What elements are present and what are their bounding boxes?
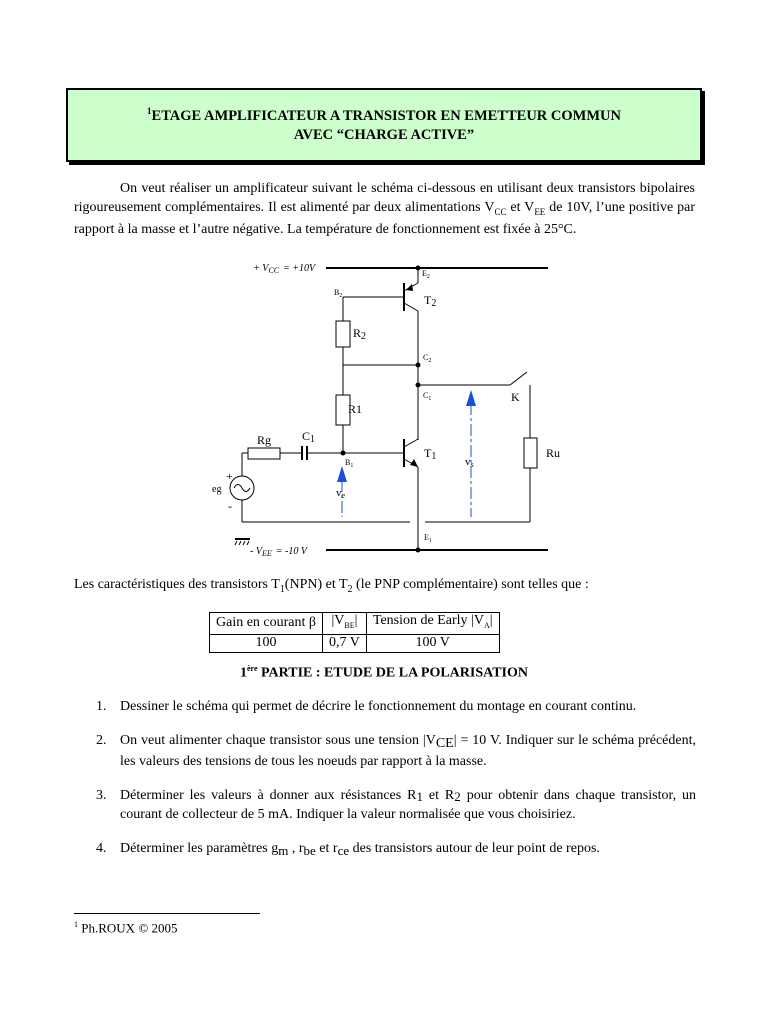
cap-label: C1 [302,429,316,445]
list-item: 3. Déterminer les valeurs à donner aux résistances $R_1$ et $R_2$ pour obtenir dans chaque transistor, un courant de collecteur de 5 mA. Indiquer la valeur normalisée que vous choisiriez. [96,788,696,822]
table-row [210,613,500,635]
minus-label: - [228,499,232,513]
header-gain: Gain en courant β [210,613,323,635]
list-item: 4. Déterminer les paramètres $g_m$ , $r_{be}$ et $r_{ce}$ des transistors autour de leur point de repos. [96,841,600,858]
node-c1 [416,383,421,388]
e1-label: $E_1$ [424,533,432,544]
vcc-label: + $V_{CC} = +10V$ [253,263,316,275]
footnote: $^1$ Ph.ROUX © 2005 [74,920,178,936]
t2-emitter-arrow [406,284,413,291]
table-row [210,634,500,652]
b1-label: $B_1$ [345,458,354,469]
t2-label: T2 [424,293,437,309]
footnote-separator [74,913,260,914]
vee-label: - $V_{EE} = -10$ V [250,546,307,558]
k-label: K [511,390,520,404]
node-e1 [416,548,421,553]
intro-paragraph: On veut réaliser un amplificateur suivant le schéma ci-dessous en utilisant deux transistors bipolaires rigoureusement complémentaires. Il est alimenté par deux alimentations $V_{CC}$ et $V_{EE}$ de 10V, l’une positive par rapport à la masse et l’autre négative. La température de fonctionnement est fixée à 25°C. [74,181,696,237]
ru-label: Ru [546,446,561,460]
ru-resistor [524,438,537,468]
part1-title: 1ère PARTIE : ETUDE DE LA POLARISATION [240,664,528,681]
value-vbe: 0,7 V [323,634,367,652]
rg-label: Rg [257,433,272,447]
switch-k [510,372,527,385]
questions-list [96,698,696,860]
header-vbe: $|V_{BE}|$ [323,613,367,635]
list-item: 2. On veut alimenter chaque transistor sous une tension $|V_{CE}| = 10$ V. Indiquer sur le schéma précédent, les valeurs des tensions de tous les noeuds par rapport à la masse. [96,733,696,769]
r2-resistor [336,321,350,347]
title-line2: AVEC “CHARGE ACTIVE” [293,127,475,143]
caracteristiques-text: Les caractéristiques des transistors $T_1(NPN)$ et $T_2$ (le PNP complémentaire) sont telles que : [74,577,589,595]
vs-arrowhead [466,390,476,406]
r1-label: R1 [348,402,363,416]
t1-label: T1 [424,446,437,462]
header-early: Tension de Early $|V_A|$ [366,613,499,635]
ve-label: ve [336,487,346,500]
c2-label: $C_2$ [423,353,432,364]
c1-node-label: $C_1$ [423,391,432,402]
vs-label: vs [465,456,474,469]
title-line1: $^1$ETAGE AMPLIFICATEUR A TRANSISTOR EN EMETTEUR COMMUN [147,106,621,124]
value-gain: 100 [210,634,323,652]
node-e2 [416,266,421,271]
r2-label: R2 [353,326,367,342]
node-b1 [341,451,346,456]
b2-label: $B_2$ [334,288,343,299]
node-c2 [416,363,421,368]
value-early: 100 V [366,634,499,652]
transistor-params-table [209,612,500,653]
e2-label: $E_2$ [422,269,430,280]
rg-resistor [248,448,280,459]
ve-arrowhead [337,466,347,482]
plus-label: + [226,469,233,483]
list-item: 1. Dessiner le schéma qui permet de décrire le fonctionnement du montage en courant continu. [96,699,637,714]
eg-label: eg [212,484,222,495]
